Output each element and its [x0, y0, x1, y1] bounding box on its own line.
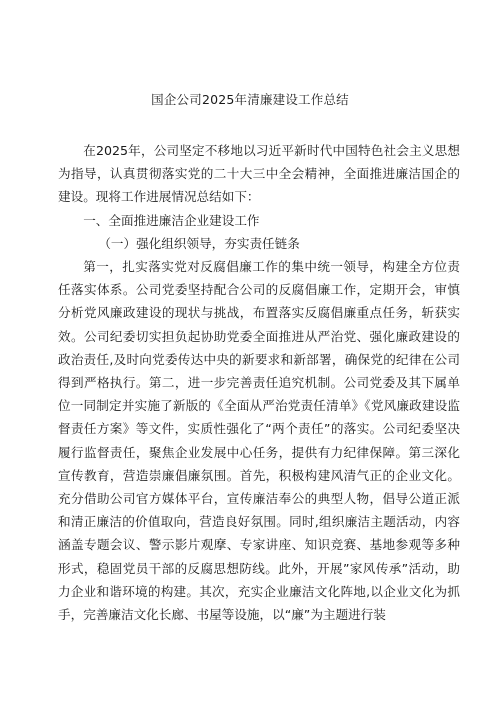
subsection-heading: （一）强化组织领导，夯实责任链条	[98, 235, 300, 251]
body-paragraph: 第一，扎实落实党对反腐倡廉工作的集中统一领导，构建全方位责任落实体系。公司党委坚持配合公司的反腐倡廉工作，定期开会，审慎分析党风廉政建设的现状与挑战，布置落实反腐倡廉重点任务，斩获实效。公司纪委切实担负起协助党委全面推进从严治党、强化廉政建设的政治责任,及时向党委传达中央的新要求和新部署，确保党的纪律在公司得到严格执行。第二，进一步完善责任追究机制。公司党委及其下属单位一同制定并实施了新版的《全面从严治党责任清单》《党风廉政建设监督责任方案》等文件，实质性强化了“两个责任”的落实。公司纪委坚决履行监督责任，聚焦企业发展中心任务，提供有力纪律保障。第三深化宣传教育，营造崇廉倡廉氛围。首先，积极构建风清气正的企业文化。充分借助公司官方媒体平台，宣传廉洁奉公的典型人物，倡导公道正派和清正廉洁的价值取向，营造良好氛围。同时,组织廉洁主题活动，内容涵盖专题会议、警示影片观摩、专家讲座、知识竞赛、基地参观等多种形式，稳固党员干部的反腐思想防线。此外，开展”家风传承”活动，助力企业和谐环境的构建。其次，充实企业廉洁文化阵地,以企业文化为抓手，完善廉洁文化长廊、书屋等设施，以“廉”为主题进行装	[58, 259, 460, 623]
intro-paragraph: 在2025年，公司坚定不移地以习近平新时代中国特色社会主义思想为指导，认真贯彻落实党的二十大三中全会精神，全面推进廉洁国企的建设。现将工作进展情况总结如下：	[58, 143, 460, 205]
document-body	[58, 139, 460, 626]
section-heading: 一、全面推进廉洁企业建设工作	[83, 212, 260, 228]
document-title: 国企公司2025年清廉建设工作总结	[151, 92, 349, 107]
